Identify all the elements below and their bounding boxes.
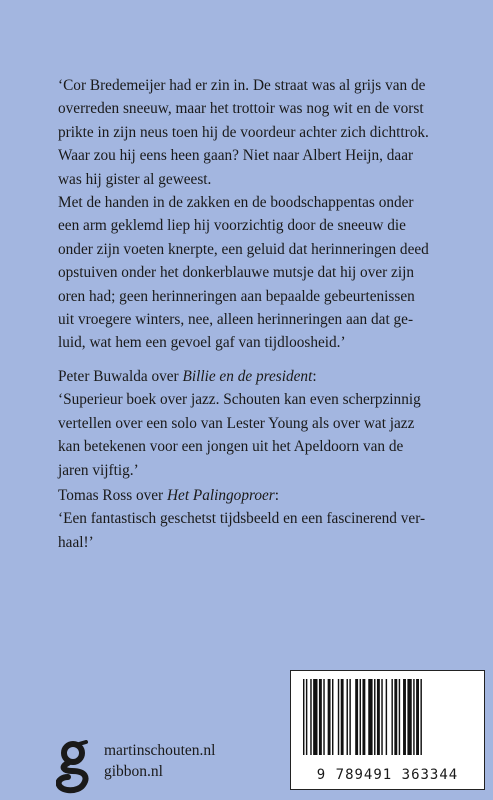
quote-line: vertellen over een solo van Lester Young als over wat jazz — [58, 414, 415, 432]
quote-author: Tomas Ross over — [58, 487, 167, 504]
quote-book-title: Het Palingoproer — [166, 487, 275, 504]
url-martinschouten[interactable]: martinschouten.nl — [104, 742, 216, 759]
isbn-number: 9 789491 363344 — [316, 767, 459, 783]
review-quote-buwalda — [58, 365, 453, 482]
quote-author: Peter Buwalda over — [58, 368, 183, 385]
quote-colon: : — [274, 487, 280, 504]
barcode-bars — [301, 679, 474, 755]
excerpt-line: Waar zou hij eens heen gaan? Niet naar Albert Heijn, daar — [58, 147, 414, 165]
review-quote-ross — [58, 484, 453, 554]
quote-line: ‘Superieur boek over jazz. Schouten kan even scherpzinnig — [58, 391, 421, 409]
url-gibbon[interactable]: gibbon.nl — [104, 763, 163, 780]
g-logo-icon — [56, 740, 90, 794]
excerpt-line: overreden sneeuw, maar het trottoir was nog wit en de vorst — [58, 100, 424, 118]
excerpt-line: was hij gister al geweest. — [58, 170, 212, 188]
quote-attribution — [58, 365, 453, 388]
excerpt-line: een arm geklemd liep hij voorzichtig door de sneeuw die — [58, 217, 406, 235]
excerpt-line: prikte in zijn neus toen hij de voordeur achter zich dichttrok. — [58, 123, 429, 141]
excerpt-line: ‘Cor Bredemeijer had er zin in. De straat was al grijs van de — [58, 77, 426, 94]
excerpt-line: opstuiven onder het donkerblauwe mutsje dat hij over zijn — [58, 264, 414, 282]
excerpt — [58, 74, 453, 355]
isbn-barcode — [290, 670, 485, 790]
quote-line: ‘Een fantastisch geschetst tijdsbeeld en een fascinerend ver- — [58, 510, 426, 528]
quote-attribution — [58, 484, 453, 507]
excerpt-line: uit vroegere winters, nee, alleen herinneringen aan dat ge- — [58, 311, 414, 329]
excerpt-line: onder zijn voeten knerpte, een geluid dat herinneringen deed — [58, 240, 429, 258]
quote-line: jaren vijftig.’ — [58, 461, 139, 479]
publisher-urls — [104, 740, 216, 782]
quote-line: haal!’ — [58, 533, 94, 551]
excerpt-line: luid, wat hem een gevoel gaf van tijdloosheid.’ — [58, 334, 346, 352]
quote-line: kan betekenen voor een jongen uit het Apeldoorn van de — [58, 438, 404, 456]
excerpt-line: Met de handen in de zakken en de boodschappentas onder — [58, 194, 414, 212]
excerpt-line: oren had; geen herinneringen aan bepaalde gebeurtenissen — [58, 287, 415, 305]
quote-colon: : — [312, 368, 317, 385]
quote-book-title: Billie en de president — [182, 368, 313, 385]
